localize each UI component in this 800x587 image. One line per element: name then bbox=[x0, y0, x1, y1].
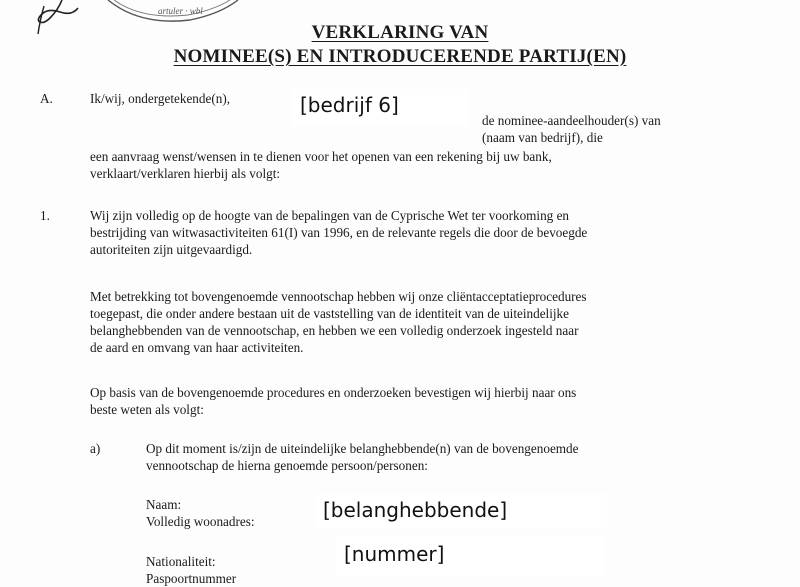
para2-line: belanghebbenden van de vennootschap, en hebben we een volledig onderzoek ingesteld naar bbox=[90, 323, 579, 338]
section-a-intro: Ik/wij, ondergetekende(n), bbox=[90, 91, 231, 106]
item-a-text bbox=[146, 440, 776, 474]
label-woonadres: Volledig woonadres: bbox=[146, 514, 255, 529]
section-1-para2 bbox=[90, 288, 770, 356]
item-a-line: Op dit moment is/zijn de uiteindelijke belanghebbende(n) van de bovengenoemde bbox=[146, 441, 579, 456]
passport-number-field: [nummer] bbox=[336, 536, 604, 576]
item-a-line: vennootschap de hierna genoemde persoon/personen: bbox=[146, 458, 428, 473]
para3-line: Op basis van de bovengenoemde procedures en onderzoeken bevestigen wij hierbij naar ons bbox=[90, 385, 577, 400]
item-a-marker: a) bbox=[90, 441, 101, 456]
doc-title-line2: NOMINEE(S) EN INTRODUCERENDE PARTIJ(EN) bbox=[173, 46, 627, 67]
para2-line: Met betrekking tot bovengenoemde vennootschap hebben wij onze cliëntacceptatieprocedures bbox=[90, 289, 587, 304]
company-name-field: [bedrijf 6] bbox=[292, 89, 468, 125]
section-1-para1 bbox=[90, 207, 770, 258]
para2-line: de aard en omvang van haar activiteiten. bbox=[90, 340, 304, 355]
seal-text: artuler · wbl bbox=[158, 6, 203, 16]
section-a-line4: verklaart/verklaren hierbij als volgt: bbox=[90, 166, 281, 181]
section-a-right-line2: (naam van bedrijf), die bbox=[482, 130, 603, 145]
para1-line: bestrijding van witwasactiviteiten 61(I) van 1996, en de relevante regels die door de bevoegde bbox=[90, 225, 588, 240]
para1-line: Wij zijn volledig op de hoogte van de bepalingen van de Cyprische Wet ter voorkoming en bbox=[90, 208, 570, 223]
para3-line: beste weten als volgt: bbox=[90, 402, 204, 417]
beneficiary-field: [belanghebbende] bbox=[315, 494, 607, 528]
section-a-marker: A. bbox=[40, 91, 53, 106]
para2-line: toegepast, die onder andere bestaan uit de vaststelling van de identiteit van de uiteindelijke bbox=[90, 306, 569, 321]
section-1-para3 bbox=[90, 384, 770, 418]
section-a-line3: een aanvraag wenst/wensen in te dienen voor het openen van een rekening bij uw bank, bbox=[90, 149, 552, 164]
label-paspoortnummer: Paspoortnummer bbox=[146, 571, 237, 586]
label-nationaliteit: Nationaliteit: bbox=[146, 554, 216, 569]
section-1-marker: 1. bbox=[40, 208, 50, 223]
section-a-right-line1: de nominee-aandeelhouder(s) van bbox=[482, 113, 661, 128]
para1-line: autoriteiten zijn uitgevaardigd. bbox=[90, 242, 253, 257]
label-naam: Naam: bbox=[146, 497, 182, 512]
doc-title-line1: VERKLARING VAN bbox=[311, 22, 489, 43]
